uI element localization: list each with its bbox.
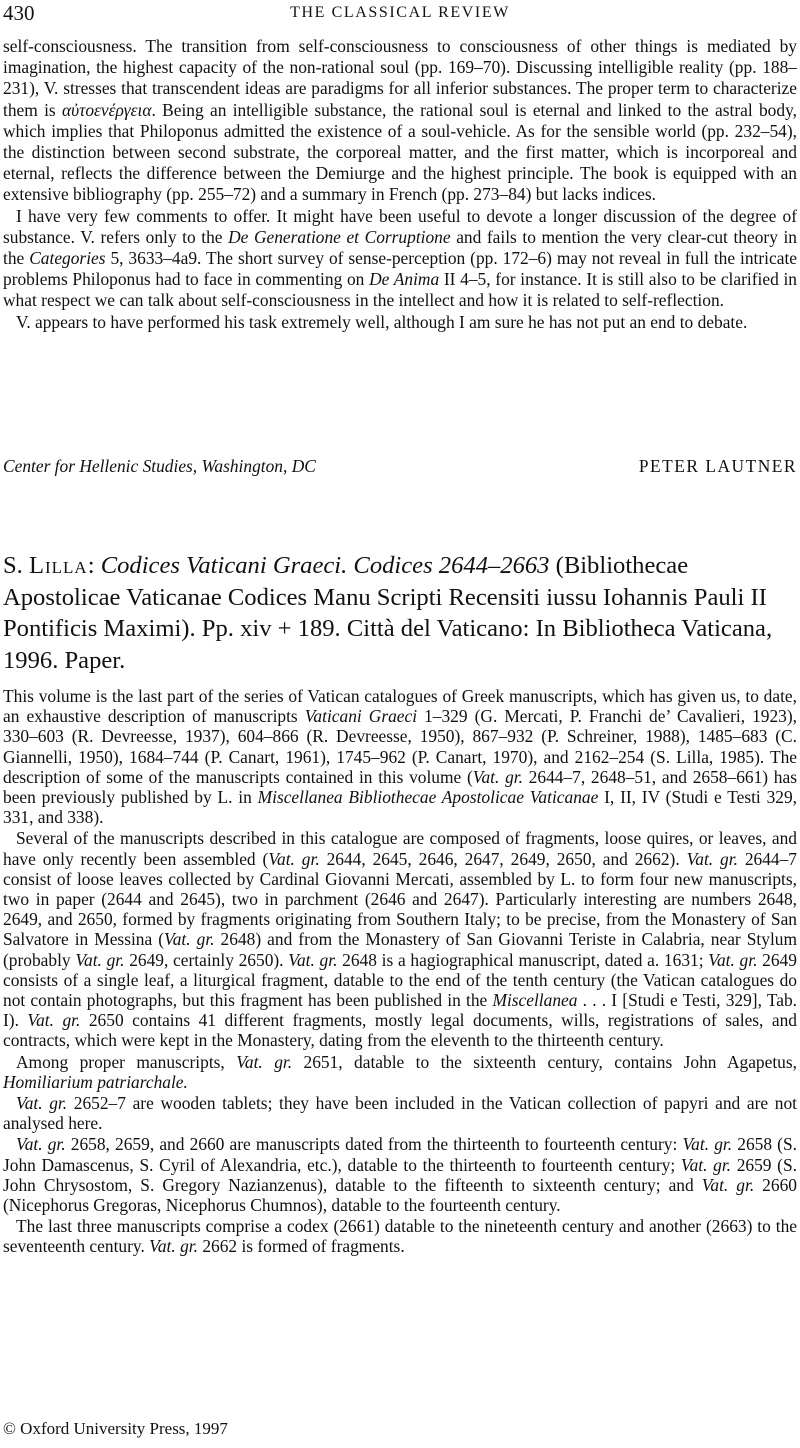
review-title: S. Lilla: Codices Vaticani Graeci. Codices 2644–2663 (Bibliothecae Apostolicae Vaticanae Codices Manu Scripti Recensiti iussu Iohannis Pauli II Pontificis Maximi). Pp. xiv + 189. Città del Vaticano: In Bibliotheca Vaticana, 1996. Paper. [3,552,773,674]
reviewer-name: PETER LAUTNER [638,456,797,476]
paragraph: Vat. gr. 2658, 2659, and 2660 are manuscripts dated from the thirteenth to fourteenth century: Vat. gr. 2658 (S. John Damascenus, S. Cyril of Alexandria, etc.), datable to the thirteenth to fourteenth century; Vat. gr. 2659 (S. John Chrysostom, S. Gregory Nazianzenus), datable to the fifteenth to sixteenth century; and Vat. gr. 2660 (Nicephorus Gregoras, Nicephorus Chumnos), datable to the fourteenth century. [3,1134,797,1216]
paragraph: The last three manuscripts comprise a codex (2661) datable to the nineteenth century and another (2663) to the seventeenth century. Vat. gr. 2662 is formed of fragments. [3,1216,797,1257]
paragraph: Among proper manuscripts, Vat. gr. 2651, datable to the sixteenth century, contains John Agapetus, Homiliarium patriarchale. [3,1051,797,1092]
greek-term: αὐτοενέργεια [62,99,152,120]
book-title: Codices Vaticani Graeci. Codices 2644–2663 [100,552,550,579]
paragraph: Vat. gr. 2652–7 are wooden tablets; they have been included in the Vatican collection of papyri and are not analysed here. [3,1093,797,1134]
review-continuation [3,36,797,333]
page-number: 430 [3,1,35,25]
review-body [3,686,797,1258]
copyright-notice: © Oxford University Press, 1997 [3,1419,228,1438]
paragraph: self-consciousness. The transition from self-consciousness to consciousness of other things is mediated by imagination, the highest capacity of the non-rational soul (pp. 169–70). Discussing intelligible reality (pp. 188–231), V. stresses that transcendent ideas are paradigms for all inferior substances. The proper term to characterize them is αὐτοενέργεια. Being an intelligible substance, the rational soul is eternal and linked to the astral body, which implies that Philoponus admitted the existence of a soul-vehicle. As for the sensible world (pp. 232–54), the distinction between second substrate, the corporeal matter, and the first matter, which is incorporeal and eternal, reflects the difference between the Demiurge and the highest principle. The book is equipped with an extensive bibliography (pp. 255–72) and a summary in French (pp. 273–84) but lacks indices. [3,36,797,205]
paragraph: V. appears to have performed his task extremely well, although I am sure he has not put an end to debate. [16,311,748,332]
book-author: Lilla [28,552,88,579]
paragraph: This volume is the last part of the series of Vatican catalogues of Greek manuscripts, which has given us, to date, an exhaustive description of manuscripts Vaticani Graeci 1–329 (G. Mercati, P. Franchi de’ Cavalieri, 1923), 330–603 (R. Devreesse, 1937), 604–866 (R. Devreesse, 1950), 867–932 (P. Schreiner, 1988), 1485–683 (C. Giannelli, 1950), 1684–744 (P. Canart, 1961), 1745–962 (P. Canart, 1970), and 2162–254 (S. Lilla, 1985). The description of some of the manuscripts contained in this volume (Vat. gr. 2644–7, 2648–51, and 2658–661) has been previously published by L. in Miscellanea Bibliothecae Apostolicae Vaticanae I, II, IV (Studi e Testi 329, 331, and 338). [3,686,798,828]
running-title: THE CLASSICAL REVIEW [290,4,510,21]
reviewer-institution: Center for Hellenic Studies, Washington, DC [3,456,316,476]
reviewer-signature [3,456,797,480]
page-header [0,0,800,26]
paragraph: I have very few comments to offer. It might have been useful to devote a longer discussion of the degree of substance. V. refers only to the De Generatione et Corruptione and fails to mention the very clear-cut theory in the Categories 5, 3633–4a9. The short survey of sense-perception (pp. 172–6) may not reveal in full the intricate problems Philoponus had to face in commenting on De Anima II 4–5, for instance. It is still also to be clarified in what respect we can talk about self-consciousness in the intellect and how it is related to self-reflection. [3,205,798,311]
paragraph: Several of the manuscripts described in this catalogue are composed of fragments, loose quires, or leaves, and have only recently been assembled (Vat. gr. 2644, 2645, 2646, 2647, 2649, 2650, and 2662). Vat. gr. 2644–7 consist of loose leaves collected by Cardinal Giovanni Mercati, assembled by L. to form four new manuscripts, two in paper (2644 and 2645), two in parchment (2646 and 2647). Particularly interesting are numbers 2648, 2649, and 2650, formed by fragments originating from Southern Italy; to be precise, from the Monastery of San Salvatore in Messina (Vat. gr. 2648) and from the Monastery of San Giovanni Teriste in Calabria, near Stylum (probably Vat. gr. 2649, certainly 2650). Vat. gr. 2648 is a hagiographical manuscript, dated a. 1631; Vat. gr. 2649 consists of a single leaf, a liturgical fragment, datable to the end of the tenth century (the Vatican catalogues do not contain photographs, but this fragment has been published in the Miscellanea . . . I [Studi e Testi, 329], Tab. I). Vat. gr. 2650 contains 41 different fragments, mostly legal documents, wills, registrations of sales, and contracts, which were kept in the Monastery, dating from the eleventh to the thirteenth century. [3,828,797,1051]
